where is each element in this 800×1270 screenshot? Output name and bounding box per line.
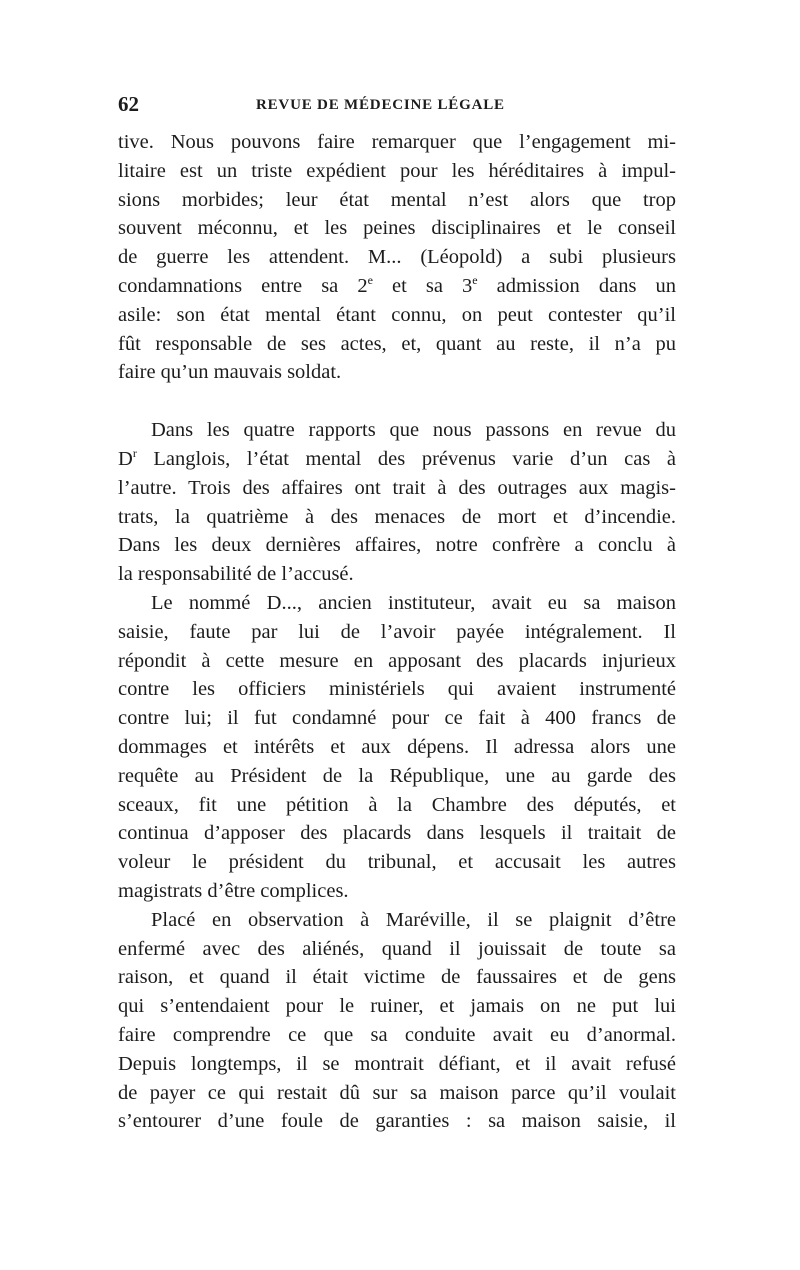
text-line: de guerre les attendent. M... (Léopold) a subi plusieurs [118,246,676,269]
running-head [118,92,678,116]
text-line: raison, et quand il était victime de faussaires et de gens [118,966,676,989]
text-line: répondit à cette mesure en apposant des placards injurieux [118,649,676,672]
text-line: Placé en observation à Maréville, il se plaignit d’être [151,908,676,931]
text-line: litaire est un triste expédient pour les héréditaires à impul- [118,159,676,182]
text-line: la responsabilité de l’accusé. [118,563,354,586]
paragraph-4 [118,906,676,1136]
text-line: enfermé avec des aliénés, quand il jouissait de toute sa [118,937,676,960]
text-line: contre les officiers ministériels qui avaient instrumenté [118,678,676,701]
text-line: Dans les deux dernières affaires, notre confrère a conclu à [118,534,676,557]
text-line: l’autre. Trois des affaires ont trait à des outrages aux magis- [118,476,676,499]
text-line: Dans les quatre rapports que nous passons en revue du [151,419,676,442]
paragraph-1 [118,128,676,387]
text-line: faire comprendre ce que sa conduite avait eu d’anormal. [118,1023,676,1046]
text-line: tive. Nous pouvons faire remarquer que l’engagement mi- [118,131,676,153]
superscript: e [367,272,373,287]
journal-title: REVUE DE MÉDECINE LÉGALE [256,97,505,113]
text-line: dommages et intérêts et aux dépens. Il adressa alors une [118,735,676,758]
text-line: magistrats d’être complices. [118,879,349,902]
text-line: sceaux, fit une pétition à la Chambre des députés, et [118,793,676,816]
text-line: qui s’entendaient pour le ruiner, et jamais on ne put lui [118,995,676,1018]
page-number: 62 [118,92,139,116]
text-line: contre lui; il fut condamné pour ce fait à 400 francs de [118,707,676,730]
text-fragment: condamnations entre sa 2 [118,274,368,297]
text-line: continua d’apposer des placards dans lesquels il traitait de [118,822,676,845]
text-line: Depuis longtemps, il se montrait défiant, et il avait refusé [118,1052,676,1075]
body-text [118,128,676,1136]
paragraph-2 [118,416,676,589]
text-line: s’entourer d’une foule de garanties : sa maison saisie, il [118,1110,676,1133]
paragraph-spacer [118,387,676,416]
text-line: voleur le président du tribunal, et accusait les autres [118,851,676,874]
text-line: trats, la quatrième à des menaces de mort et d’incendie. [118,505,676,528]
text-line: saisie, faute par lui de l’avoir payée intégralement. Il [118,620,676,643]
text-line [118,272,676,301]
text-line: sions morbides; leur état mental n’est alors que trop [118,188,676,211]
text-line: faire qu’un mauvais soldat. [118,361,342,384]
superscript: r [132,445,137,460]
superscript: e [472,272,478,287]
text-fragment: admission dans un [477,274,677,297]
text-fragment: et sa 3 [372,274,473,297]
text-line: Le nommé D..., ancien instituteur, avait eu sa maison [151,591,676,614]
paragraph-3 [118,589,676,906]
text-line: requête au Président de la République, une au garde des [118,764,676,787]
text-fragment: Langlois, l’état mental des prévenus varie d’un cas à [136,447,676,470]
text-fragment: D [118,447,133,470]
text-line: asile: son état mental étant connu, on peut contester qu’il [118,303,676,326]
text-line: souvent méconnu, et les peines disciplinaires et le conseil [118,217,676,240]
text-line: fût responsable de ses actes, et, quant au reste, il n’a pu [118,332,676,355]
text-line [118,445,676,474]
text-line: de payer ce qui restait dû sur sa maison parce qu’il voulait [118,1081,676,1104]
